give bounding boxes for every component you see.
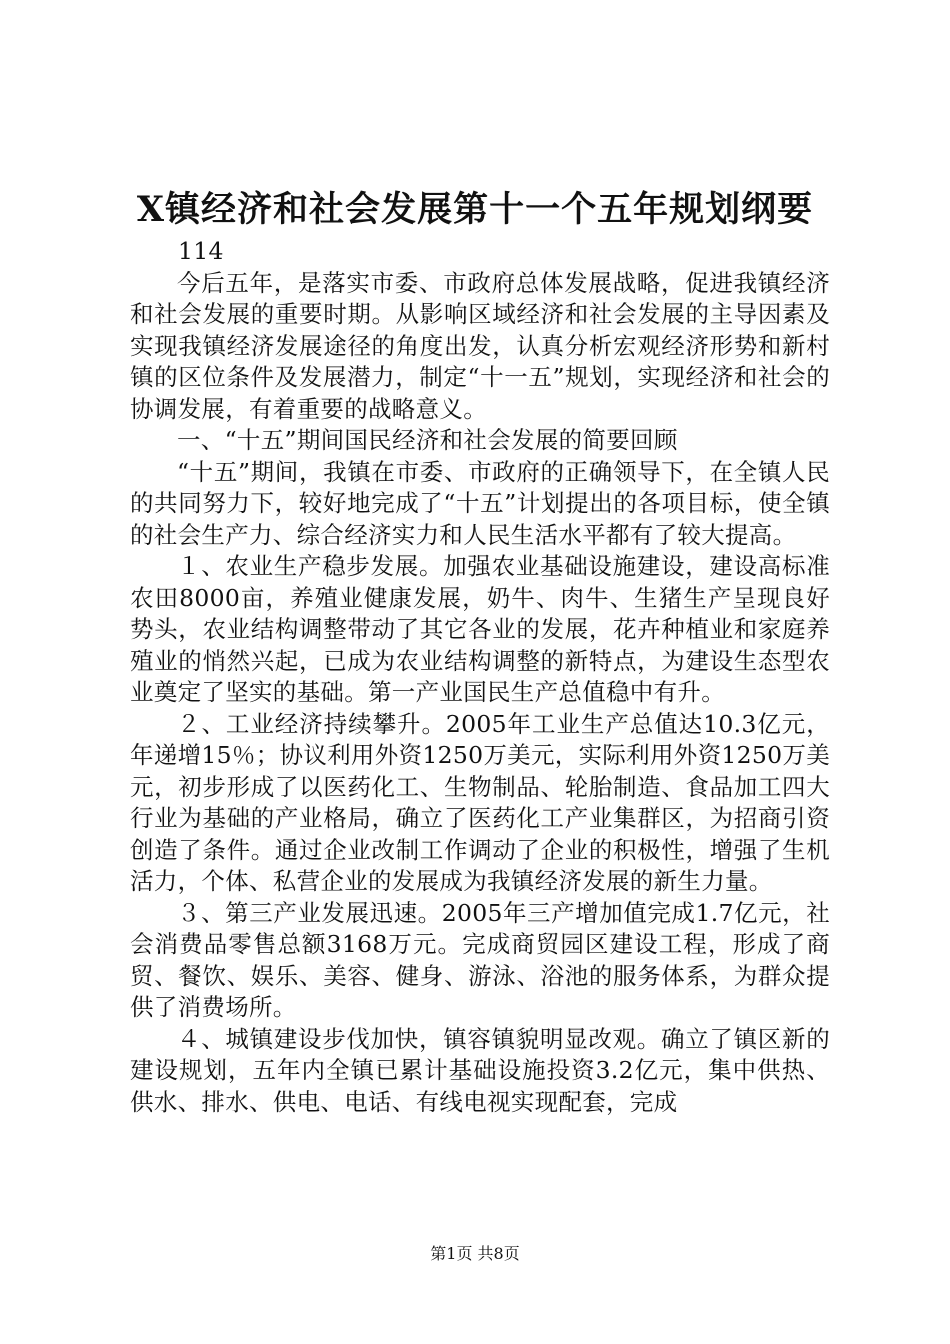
document-number: 114 (178, 237, 224, 265)
section-heading-review: 一、“十五”期间国民经济和社会发展的简要回顾 (177, 426, 678, 454)
paragraph-tertiary: ３、第三产业发展迅速。2005年三产增加值完成1.7亿元，社会消费品零售总额3168万元。完成商贸园区建设工程，形成了商贸、餐饮、娱乐、美容、健身、游泳、浴池的服务体系，为群众提供了消费场所。 (130, 898, 830, 1021)
document-body (130, 236, 830, 1118)
page-footer: 第1页 共8页 (430, 1244, 520, 1263)
document-title: X镇经济和社会发展第十一个五年规划纲要 (136, 189, 814, 230)
paragraph-intro: 今后五年，是落实市委、市政府总体发展战略，促进我镇经济和社会发展的重要时期。从影响区域经济和社会发展的主导因素及实现我镇经济发展途径的角度出发，认真分析宏观经济形势和新村镇的区位条件及发展潜力，制定“十一五”规划，实现经济和社会的协调发展，有着重要的战略意义。 (130, 268, 830, 423)
paragraph-agriculture: １、农业生产稳步发展。加强农业基础设施建设，建设高标准农田8000亩，养殖业健康发展，奶牛、肉牛、生猪生产呈现良好势头，农业结构调整带动了其它各业的发展，花卉种植业和家庭养殖业的悄然兴起，已成为农业结构调整的新特点，为建设生态型农业奠定了坚实的基础。第一产业国民生产总值稳中有升。 (130, 552, 830, 706)
paragraph-industry: ２、工业经济持续攀升。2005年工业生产总值达10.3亿元，年递增15％；协议利用外资1250万美元，实际利用外资1250万美元，初步形成了以医药化工、生物制品、轮胎制造、食品加工四大行业为基础的产业格局，确立了医药化工产业集群区，为招商引资创造了条件。通过企业改制工作调动了企业的积极性，增强了生机活力，个体、私营企业的发展成为我镇经济发展的新生力量。 (130, 709, 830, 895)
paragraph-overview: “十五”期间，我镇在市委、市政府的正确领导下，在全镇人民的共同努力下，较好地完成了“十五”计划提出的各项目标，使全镇的社会生产力、综合经济实力和人民生活水平都有了较大提高。 (130, 457, 830, 549)
paragraph-urban-construction: ４、城镇建设步伐加快，镇容镇貌明显改观。确立了镇区新的建设规划，五年内全镇已累计基础设施投资3.2亿元，集中供热、供水、排水、供电、电话、有线电视实现配套，完成 (130, 1024, 830, 1116)
